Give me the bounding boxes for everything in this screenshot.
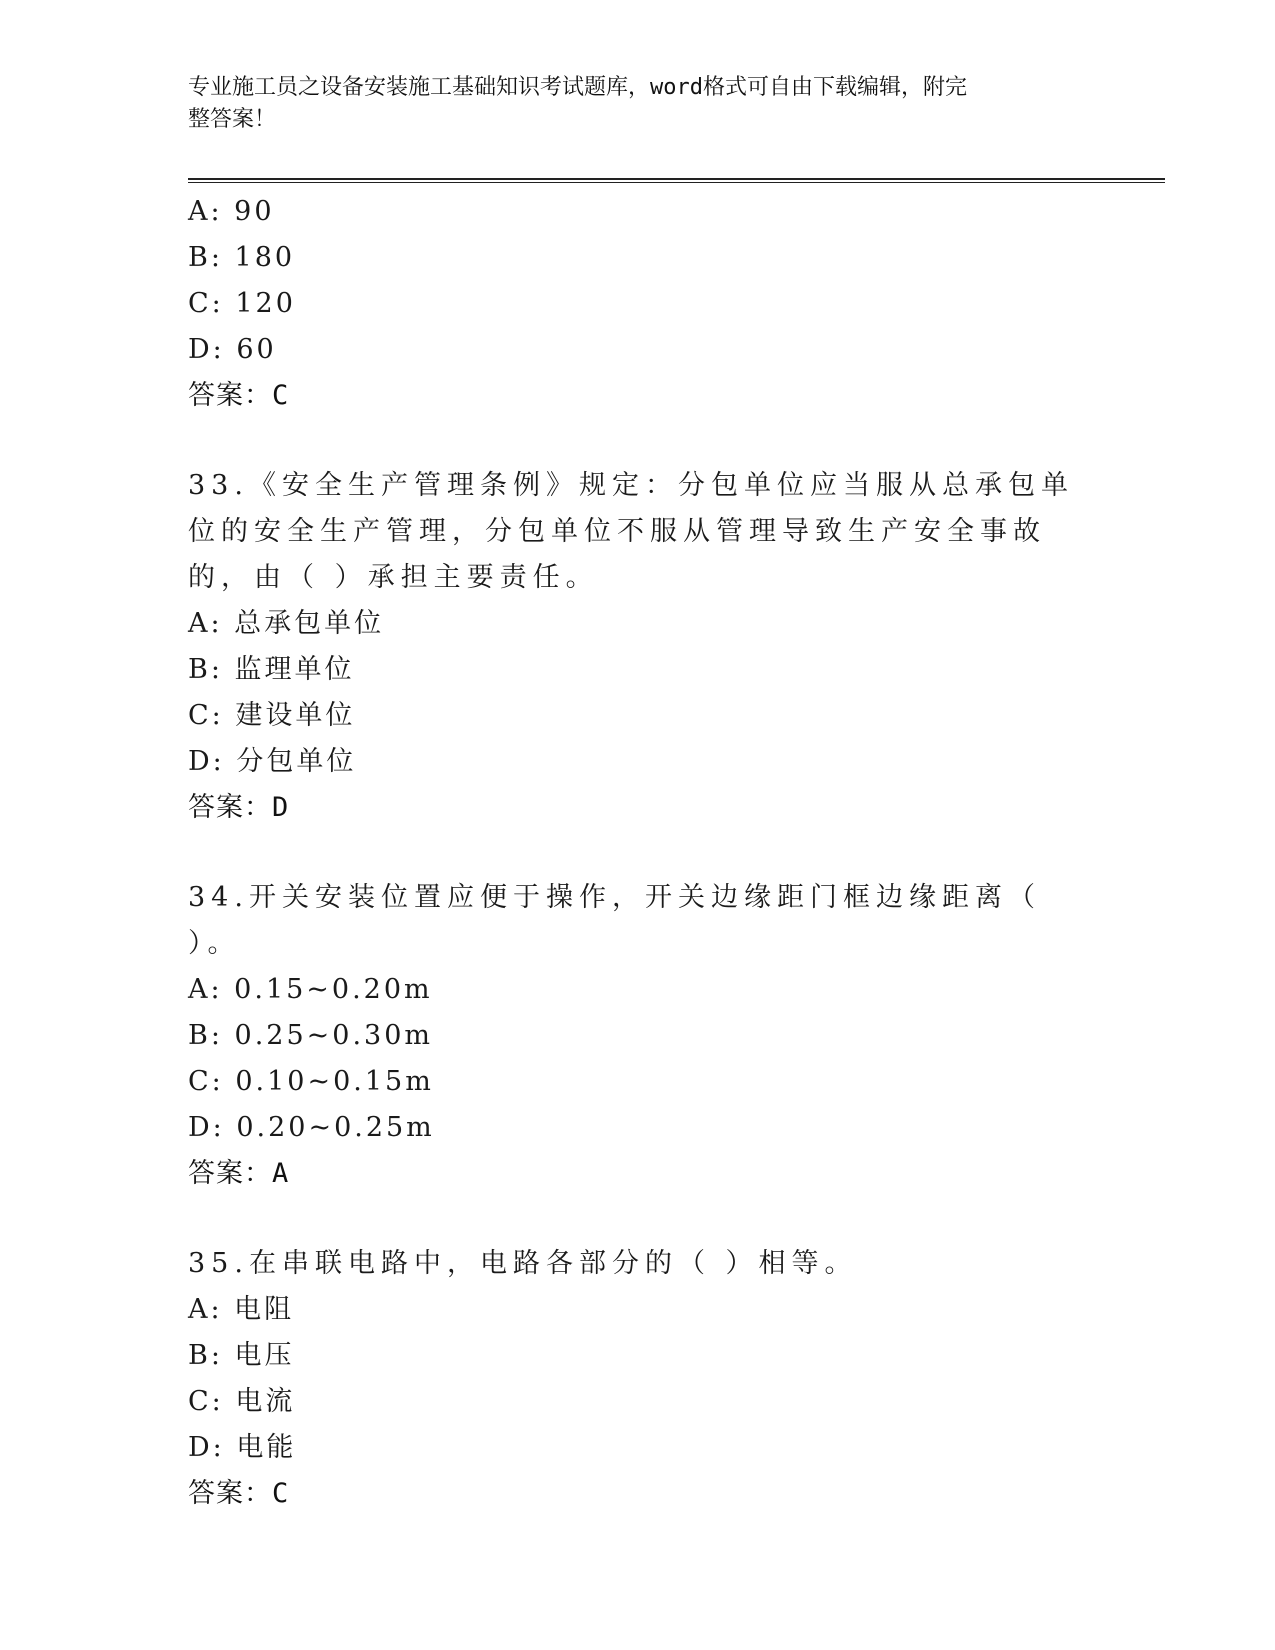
option-d: D: 60	[188, 334, 277, 365]
option-d: D: 0.20~0.25m	[188, 1112, 435, 1143]
question-33	[188, 463, 1088, 831]
spacer	[188, 419, 1088, 463]
header-divider-thick	[188, 178, 1165, 180]
answer-line: 答案：D	[188, 792, 290, 823]
question-35	[188, 1241, 1088, 1517]
answer-line: 答案：C	[188, 1478, 290, 1509]
spacer	[188, 1197, 1088, 1241]
option-c: C: 0.10~0.15m	[188, 1066, 434, 1097]
option-c: C: 建设单位	[188, 700, 356, 731]
option-b: B: 电压	[188, 1340, 295, 1371]
option-c: C: 120	[188, 288, 296, 319]
question-stem: 33.《安全生产管理条例》规定：分包单位应当服从总承包单位的安全生产管理，分包单位不服从管理导致生产安全事故的，由（ ）承担主要责任。	[188, 470, 1074, 593]
header-line-1: 专业施工员之设备安装施工基础知识考试题库，word格式可自由下载编辑，附完	[188, 75, 967, 100]
option-a: A: 电阻	[188, 1294, 295, 1325]
option-d: D: 电能	[188, 1432, 297, 1463]
spacer	[188, 831, 1088, 875]
option-b: B: 0.25~0.30m	[188, 1020, 433, 1051]
header-divider-thin	[188, 182, 1165, 183]
option-b: B: 监理单位	[188, 654, 355, 685]
answer-line: 答案：C	[188, 380, 290, 411]
question-list	[188, 189, 1088, 1517]
header-line-2: 整答案！	[188, 107, 277, 132]
answer-line: 答案：A	[188, 1158, 290, 1189]
document-header	[188, 72, 1088, 136]
option-a: A: 总承包单位	[188, 608, 385, 639]
question-34	[188, 875, 1088, 1197]
option-a: A: 0.15~0.20m	[188, 974, 433, 1005]
option-b: B: 180	[188, 242, 296, 273]
option-c: C: 电流	[188, 1386, 296, 1417]
option-a: A: 90	[188, 196, 275, 227]
question-stem: 34.开关安装位置应便于操作，开关边缘距门框边缘距离（ ）。	[188, 882, 1041, 959]
question-stem: 35.在串联电路中，电路各部分的（ ）相等。	[188, 1248, 858, 1279]
question-32	[188, 189, 1088, 419]
option-d: D: 分包单位	[188, 746, 357, 777]
